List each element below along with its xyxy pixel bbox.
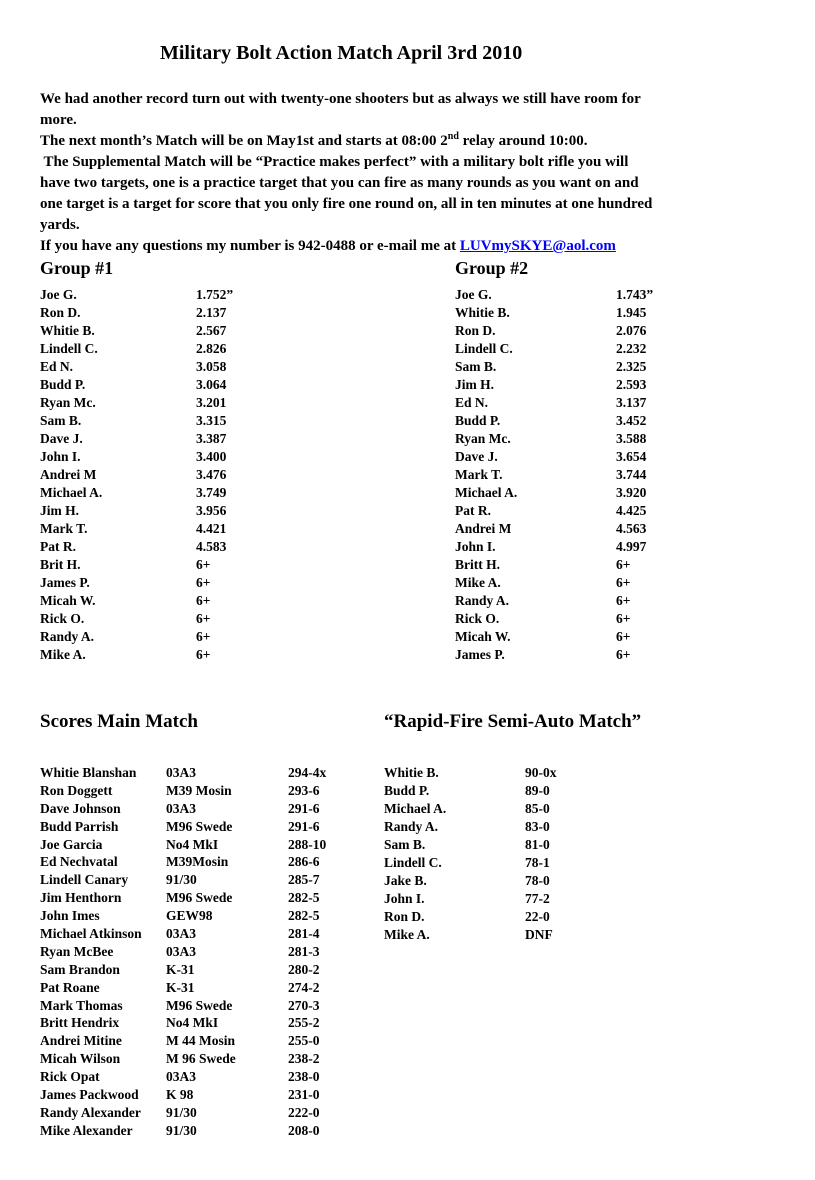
- table-row: [40, 943, 326, 961]
- shooter-name: Sam B.: [384, 837, 426, 852]
- intro-line-text: relay around 10:00.: [458, 133, 588, 149]
- group-size-value: 6+: [616, 647, 631, 662]
- table-row: [40, 538, 233, 556]
- group-size-value: 3.476: [196, 467, 227, 482]
- match-score: 281-4: [288, 926, 320, 942]
- match-score: 286-6: [288, 854, 320, 870]
- table-row: [40, 925, 326, 943]
- table-row: [40, 853, 326, 871]
- group-size-value: 2.567: [196, 323, 227, 338]
- intro-line: one target is a target for score that you only fire one round on, all in ten minutes at one hundred: [40, 196, 653, 212]
- shooter-name: Mike Alexander: [40, 1122, 133, 1138]
- rifle-model: 03A3: [166, 800, 196, 816]
- shooter-name: Micah W.: [455, 629, 511, 644]
- shooter-name: Rick O.: [40, 611, 85, 626]
- shooter-name: Lindell Canary: [40, 872, 129, 888]
- shooter-name: Whitie B.: [40, 323, 95, 338]
- match-score: 78-1: [525, 855, 550, 870]
- group-size-value: 6+: [196, 593, 211, 608]
- rifle-model: M 96 Swede: [166, 1051, 236, 1067]
- match-score: 83-0: [525, 819, 550, 834]
- shooter-name: Andrei Mitine: [40, 1033, 122, 1049]
- intro-line: have two targets, one is a practice target that you can fire as many rounds as you want on and: [40, 175, 639, 191]
- group-size-value: 1.743”: [616, 287, 654, 302]
- table-row: [455, 286, 653, 304]
- match-score: 255-2: [288, 1015, 320, 1031]
- match-score: 238-0: [288, 1069, 320, 1085]
- group-size-value: 6+: [616, 611, 631, 626]
- group-size-value: 3.452: [616, 413, 647, 428]
- table-row: [384, 854, 557, 872]
- intro-line-text: If you have any questions my number is 942-0488 or e-mail me at: [40, 238, 460, 254]
- table-row: [40, 448, 233, 466]
- page-title: Military Bolt Action Match April 3rd 2010: [160, 42, 523, 64]
- shooter-name: John I.: [384, 891, 425, 906]
- table-row: [455, 340, 653, 358]
- shooter-name: Michael Atkinson: [40, 926, 142, 942]
- shooter-name: Budd P.: [384, 783, 430, 798]
- match-score: 89-0: [525, 783, 550, 798]
- group-size-value: 6+: [196, 575, 211, 590]
- table-row: [40, 1050, 326, 1068]
- shooter-name: Sam B.: [40, 413, 82, 428]
- group-size-value: 2.593: [616, 377, 647, 392]
- group-size-value: 4.583: [196, 539, 227, 554]
- match-score: 294-4x: [288, 765, 327, 780]
- shooter-name: Pat Roane: [40, 979, 100, 995]
- shooter-name: Joe Garcia: [40, 836, 103, 852]
- group1-heading: Group #1: [40, 258, 114, 278]
- match-score: 22-0: [525, 909, 550, 924]
- intro-line: yards.: [40, 217, 80, 233]
- shooter-name: Jim H.: [455, 377, 494, 392]
- shooter-name: Ed N.: [455, 395, 489, 410]
- table-row: [40, 818, 326, 836]
- table-row: [40, 304, 233, 322]
- shooter-name: Rick Opat: [40, 1069, 100, 1085]
- table-row: [40, 1122, 326, 1140]
- table-row: [40, 836, 326, 854]
- match-score: 281-3: [288, 943, 320, 959]
- table-row: [40, 871, 326, 889]
- intro-line-text: The next month’s Match will be on May1st and starts at 08:00 2: [40, 133, 448, 149]
- rifle-model: No4 MkI: [166, 836, 219, 852]
- group-size-value: 3.400: [196, 449, 227, 464]
- shooter-name: Budd P.: [455, 413, 501, 428]
- table-row: [455, 376, 653, 394]
- table-row: [455, 322, 653, 340]
- rifle-model: 91/30: [166, 872, 197, 888]
- match-score: 208-0: [288, 1122, 320, 1138]
- shooter-name: Randy Alexander: [40, 1104, 141, 1120]
- shooter-name: Mark T.: [455, 467, 503, 482]
- table-row: [384, 872, 557, 890]
- table-row: [455, 484, 653, 502]
- shooter-name: Micah W.: [40, 593, 96, 608]
- group-size-value: 3.749: [196, 485, 227, 500]
- table-row: [40, 556, 233, 574]
- table-row: [40, 376, 233, 394]
- shooter-name: Jim Henthorn: [40, 890, 122, 906]
- shooter-name: Ed Nechvatal: [40, 854, 118, 870]
- rifle-model: 03A3: [166, 765, 196, 780]
- shooter-name: Lindell C.: [40, 341, 98, 356]
- intro-line-relay: [40, 131, 780, 152]
- table-row: [40, 907, 326, 925]
- shooter-name: Joe G.: [40, 287, 77, 302]
- match-score: 291-6: [288, 800, 320, 816]
- group-size-value: 1.945: [616, 305, 647, 320]
- shooter-name: Whitie Blanshan: [40, 765, 137, 780]
- table-row: [455, 430, 653, 448]
- group2-heading: Group #2: [455, 258, 529, 278]
- table-row: [455, 538, 653, 556]
- match-score: 85-0: [525, 801, 550, 816]
- group-size-value: 6+: [616, 629, 631, 644]
- shooter-name: Rick O.: [455, 611, 500, 626]
- table-row: [40, 889, 326, 907]
- rifle-model: GEW98: [166, 908, 213, 924]
- shooter-name: James P.: [40, 575, 90, 590]
- group2-list: [455, 286, 653, 664]
- table-row: [40, 484, 233, 502]
- rifle-model: 03A3: [166, 926, 196, 942]
- group-size-value: 2.826: [196, 341, 227, 356]
- shooter-name: John I.: [455, 539, 496, 554]
- shooter-name: Andrei M: [40, 467, 97, 482]
- table-row: [40, 764, 326, 782]
- match-score: 288-10: [288, 836, 327, 852]
- shooter-name: Pat R.: [455, 503, 491, 518]
- shooter-name: Randy A.: [455, 593, 510, 608]
- group-size-value: 3.058: [196, 359, 227, 374]
- intro-paragraph: [40, 89, 780, 257]
- shooter-name: Dave J.: [455, 449, 498, 464]
- shooter-name: Britt Hendrix: [40, 1015, 120, 1031]
- ordinal-superscript: nd: [447, 131, 459, 142]
- rifle-model: M39 Mosin: [166, 782, 232, 798]
- group-size-value: 3.064: [196, 377, 227, 392]
- shooter-name: Mark T.: [40, 521, 88, 536]
- match-score: 293-6: [288, 782, 320, 798]
- rifle-model: 91/30: [166, 1104, 197, 1120]
- intro-line: more.: [40, 112, 77, 128]
- table-row: [40, 574, 233, 592]
- group-size-value: 3.654: [616, 449, 647, 464]
- table-row: [40, 592, 233, 610]
- match-score: 90-0x: [525, 765, 557, 780]
- shooter-name: Ryan Mc.: [455, 431, 511, 446]
- shooter-name: Michael A.: [455, 485, 518, 500]
- shooter-name: Ed N.: [40, 359, 74, 374]
- table-row: [455, 592, 653, 610]
- table-row: [40, 800, 326, 818]
- table-row: [40, 979, 326, 997]
- table-row: [40, 1086, 326, 1104]
- shooter-name: Britt H.: [455, 557, 500, 572]
- table-row: [384, 908, 557, 926]
- group-size-value: 6+: [196, 557, 211, 572]
- rifle-model: K 98: [166, 1087, 194, 1103]
- group-size-value: 1.752”: [196, 287, 234, 302]
- table-row: [455, 520, 653, 538]
- shooter-name: John Imes: [40, 908, 100, 924]
- rifle-model: M 44 Mosin: [166, 1033, 235, 1049]
- shooter-name: Budd Parrish: [40, 818, 119, 834]
- group-size-value: 3.744: [616, 467, 647, 482]
- group-size-value: 2.076: [616, 323, 647, 338]
- table-row: [40, 358, 233, 376]
- table-row: [40, 961, 326, 979]
- table-row: [40, 340, 233, 358]
- rapid-fire-table: [384, 764, 557, 944]
- main-match-table: [40, 764, 326, 1140]
- rifle-model: 03A3: [166, 943, 196, 959]
- group-size-value: 3.315: [196, 413, 227, 428]
- table-row: [40, 322, 233, 340]
- match-score: 222-0: [288, 1104, 320, 1120]
- shooter-name: Ron D.: [384, 909, 425, 924]
- match-score: 285-7: [288, 872, 320, 888]
- match-score: 280-2: [288, 961, 320, 977]
- group-size-value: 6+: [196, 647, 211, 662]
- match-score: DNF: [525, 927, 553, 942]
- table-row: [455, 412, 653, 430]
- table-row: [40, 394, 233, 412]
- match-score: 78-0: [525, 873, 550, 888]
- shooter-name: Michael A.: [40, 485, 103, 500]
- table-row: [384, 764, 557, 782]
- shooter-name: Ron D.: [40, 305, 81, 320]
- shooter-name: Dave Johnson: [40, 800, 121, 816]
- table-row: [40, 646, 233, 664]
- group-size-value: 3.920: [616, 485, 647, 500]
- table-row: [455, 646, 653, 664]
- table-row: [384, 800, 557, 818]
- intro-line: The Supplemental Match will be “Practice makes perfect” with a military bolt rifle you will: [40, 154, 629, 170]
- shooter-name: James Packwood: [40, 1087, 139, 1103]
- rifle-model: M96 Swede: [166, 890, 233, 906]
- table-row: [40, 1032, 326, 1050]
- shooter-name: James P.: [455, 647, 505, 662]
- table-row: [455, 358, 653, 376]
- table-row: [384, 818, 557, 836]
- shooter-name: Joe G.: [455, 287, 492, 302]
- match-score: 231-0: [288, 1087, 320, 1103]
- shooter-name: Budd P.: [40, 377, 86, 392]
- email-link[interactable]: LUVmySKYE@aol.com: [459, 238, 616, 254]
- table-row: [455, 610, 653, 628]
- shooter-name: Lindell C.: [455, 341, 513, 356]
- rapid-fire-heading: “Rapid-Fire Semi-Auto Match”: [384, 711, 642, 732]
- shooter-name: Dave J.: [40, 431, 83, 446]
- table-row: [455, 574, 653, 592]
- group-size-value: 3.387: [196, 431, 227, 446]
- shooter-name: Pat R.: [40, 539, 76, 554]
- shooter-name: Jim H.: [40, 503, 79, 518]
- shooter-name: Micah Wilson: [40, 1051, 121, 1067]
- rifle-model: 03A3: [166, 1069, 196, 1085]
- group-size-value: 6+: [616, 575, 631, 590]
- table-row: [455, 502, 653, 520]
- group-size-value: 6+: [616, 557, 631, 572]
- group-size-value: 4.997: [616, 539, 647, 554]
- rifle-model: M39Mosin: [166, 854, 229, 870]
- match-score: 77-2: [525, 891, 550, 906]
- rifle-model: K-31: [166, 961, 195, 977]
- group-size-value: 4.421: [196, 521, 227, 536]
- group-size-value: 6+: [196, 629, 211, 644]
- match-score: 238-2: [288, 1051, 320, 1067]
- table-row: [40, 628, 233, 646]
- shooter-name: Brit H.: [40, 557, 81, 572]
- table-row: [455, 448, 653, 466]
- table-row: [384, 890, 557, 908]
- group-size-value: 3.956: [196, 503, 227, 518]
- intro-line-contact: [40, 236, 780, 257]
- shooter-name: Jake B.: [384, 873, 427, 888]
- shooter-name: Andrei M: [455, 521, 512, 536]
- rifle-model: K-31: [166, 979, 195, 995]
- table-row: [40, 520, 233, 538]
- intro-line: We had another record turn out with twenty-one shooters but as always we still have room for: [40, 91, 641, 107]
- main-match-heading: Scores Main Match: [40, 711, 198, 732]
- table-row: [40, 466, 233, 484]
- shooter-name: John I.: [40, 449, 81, 464]
- table-row: [40, 1014, 326, 1032]
- shooter-name: Sam B.: [455, 359, 497, 374]
- shooter-name: Michael A.: [384, 801, 447, 816]
- shooter-name: Ron D.: [455, 323, 496, 338]
- shooter-name: Whitie B.: [384, 765, 439, 780]
- shooter-name: Lindell C.: [384, 855, 442, 870]
- match-score: 282-5: [288, 890, 320, 906]
- shooter-name: Mike A.: [384, 927, 430, 942]
- shooter-name: Randy A.: [384, 819, 439, 834]
- table-row: [455, 304, 653, 322]
- shooter-name: Ryan Mc.: [40, 395, 96, 410]
- table-row: [455, 556, 653, 574]
- group-size-value: 6+: [196, 611, 211, 626]
- match-score: 274-2: [288, 979, 320, 995]
- table-row: [40, 782, 326, 800]
- group-size-value: 4.425: [616, 503, 647, 518]
- shooter-name: Sam Brandon: [40, 961, 120, 977]
- shooter-name: Mike A.: [455, 575, 501, 590]
- match-score: 282-5: [288, 908, 320, 924]
- rifle-model: 91/30: [166, 1122, 197, 1138]
- rifle-model: No4 MkI: [166, 1015, 219, 1031]
- group-size-value: 3.588: [616, 431, 647, 446]
- table-row: [384, 782, 557, 800]
- table-row: [455, 466, 653, 484]
- table-row: [40, 502, 233, 520]
- table-row: [40, 430, 233, 448]
- shooter-name: Mark Thomas: [40, 997, 123, 1013]
- table-row: [455, 628, 653, 646]
- match-score: 81-0: [525, 837, 550, 852]
- table-row: [40, 997, 326, 1015]
- match-score: 270-3: [288, 997, 320, 1013]
- match-score: 255-0: [288, 1033, 320, 1049]
- table-row: [384, 926, 557, 944]
- group1-list: [40, 286, 233, 664]
- group-size-value: 4.563: [616, 521, 647, 536]
- table-row: [40, 412, 233, 430]
- shooter-name: Whitie B.: [455, 305, 510, 320]
- shooter-name: Ron Doggett: [40, 782, 113, 798]
- group-size-value: 2.137: [196, 305, 227, 320]
- group-size-value: 6+: [616, 593, 631, 608]
- group-size-value: 3.201: [196, 395, 227, 410]
- group-size-value: 2.325: [616, 359, 647, 374]
- table-row: [40, 1104, 326, 1122]
- rifle-model: M96 Swede: [166, 818, 233, 834]
- group-size-value: 2.232: [616, 341, 647, 356]
- table-row: [40, 610, 233, 628]
- table-row: [384, 836, 557, 854]
- shooter-name: Ryan McBee: [40, 943, 114, 959]
- table-row: [455, 394, 653, 412]
- shooter-name: Mike A.: [40, 647, 86, 662]
- rifle-model: M96 Swede: [166, 997, 233, 1013]
- table-row: [40, 1068, 326, 1086]
- group-size-value: 3.137: [616, 395, 647, 410]
- match-score: 291-6: [288, 818, 320, 834]
- table-row: [40, 286, 233, 304]
- shooter-name: Randy A.: [40, 629, 95, 644]
